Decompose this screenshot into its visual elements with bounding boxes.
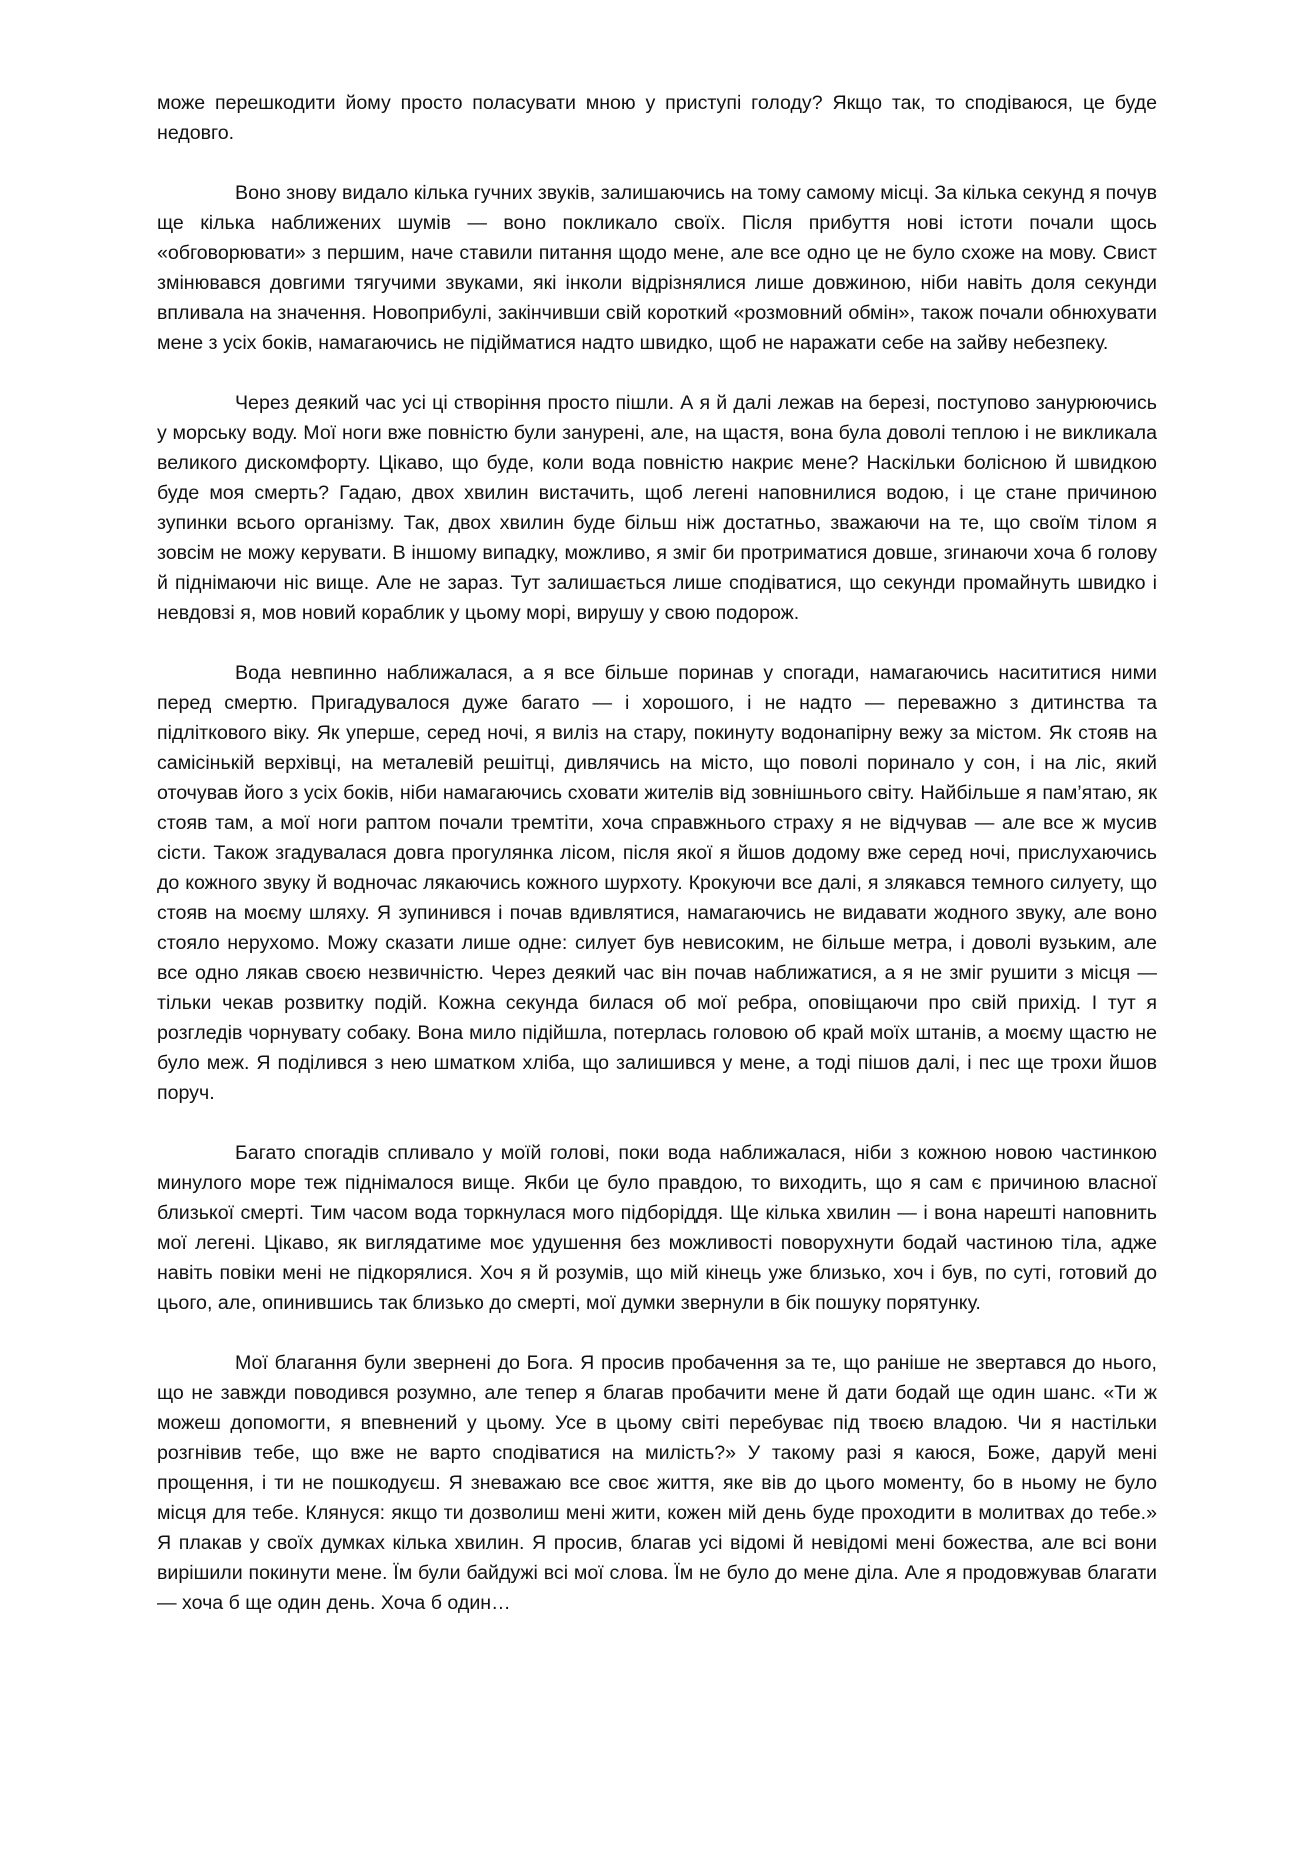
paragraph-4: Вода невпинно наближалася, а я все більше поринав у спогади, намагаючись насититися ними перед смертю. Пригадувалося дуже багато — і хорошого, і не надто — переважно з дитинства та підліткового віку. Як уперше, серед ночі, я виліз на стару, покинуту водонапірну вежу за містом. Як стояв на самісінькій верхівці, на металевій решітці, дивлячись на місто, що поволі поринало у сон, і на ліс, який оточував його з усіх боків, ніби намагаючись сховати жителів від зовнішнього світу. Найбільше я пам’ятаю, як стояв там, а мої ноги раптом почали тремтіти, хоча справжнього страху я не відчував — але все ж мусив сісти. Також згадувалася довга прогулянка лісом, після якої я йшов додому вже серед ночі, прислухаючись до кожного звуку й водночас лякаючись кожного шурхоту. Крокуючи все далі, я злякався темного силуету, що стояв на моєму шляху. Я зупинився і почав вдивлятися, намагаючись не видавати жодного звуку, але воно стояло нерухомо. Можу сказати лише одне: силует був невисоким, не більше метра, і доволі вузьким, але все одно лякав своєю незвичністю. Через деякий час він почав наближатися, а я не зміг рушити з місця — тільки чекав розвитку подій. Кожна секунда билася об мої ребра, оповіщаючи про свій прихід. І тут я розгледів чорнувату собаку. Вона мило підійшла, потерлась головою об край моїх штанів, а моєму щастю не було меж. Я поділився з нею шматком хліба, що залишився у мене, а тоді пішов далі, і пес ще трохи йшов поруч. [157,662,1157,1104]
paragraph-1: може перешкодити йому просто поласувати мною у приступі голоду? Якщо так, то сподіваюся, це буде недовго. [157,92,1157,144]
document-page [157,88,1157,1618]
paragraph-5: Багато спогадів спливало у моїй голові, поки вода наближалася, ніби з кожною новою частинкою минулого море теж піднімалося вище. Якби це було правдою, то виходить, що я сам є причиною власної близької смерті. Тим часом вода торкнулася мого підборіддя. Ще кілька хвилин — і вона нарешті наповнить мої легені. Цікаво, як виглядатиме моє удушення без можливості поворухнути бодай частиною тіла, адже навіть повіки мені не підкорялися. Хоч я й розумів, що мій кінець уже близько, хоч і був, по суті, готовий до цього, але, опинившись так близько до смерті, мої думки звернули в бік пошуку порятунку. [157,1142,1157,1314]
paragraph-6: Мої благання були звернені до Бога. Я просив пробачення за те, що раніше не звертався до нього, що не завжди поводився розумно, але тепер я благав пробачити мене й дати бодай ще один шанс. «Ти ж можеш допомогти, я впевнений у цьому. Усе в цьому світі перебуває під твоєю владою. Чи я настільки розгнівив тебе, що вже не варто сподіватися на милість?» У такому разі я каюся, Боже, даруй мені прощення, і ти не пошкодуєш. Я зневажаю все своє життя, яке вів до цього моменту, бо в ньому не було місця для тебе. Клянуся: якщо ти дозволиш мені жити, кожен мій день буде проходити в молитвах до тебе.» Я плакав у своїх думках кілька хвилин. Я просив, благав усі відомі й невідомі мені божества, але всі вони вирішили покинути мене. Їм були байдужі всі мої слова. Їм не було до мене діла. Але я продовжував благати — хоча б ще один день. Хоча б один… [157,1352,1157,1614]
paragraph-3: Через деякий час усі ці створіння просто пішли. А я й далі лежав на березі, поступово занурюючись у морську воду. Мої ноги вже повністю були занурені, але, на щастя, вона була доволі теплою і не викликала великого дискомфорту. Цікаво, що буде, коли вода повністю накриє мене? Наскільки болісною й швидкою буде моя смерть? Гадаю, двох хвилин вистачить, щоб легені наповнилися водою, і це стане причиною зупинки всього організму. Так, двох хвилин буде більш ніж достатньо, зважаючи на те, що своїм тілом я зовсім не можу керувати. В іншому випадку, можливо, я зміг би протриматися довше, згинаючи хоча б голову й піднімаючи ніс вище. Але не зараз. Тут залишається лише сподіватися, що секунди промайнуть швидко і невдовзі я, мов новий кораблик у цьому морі, вирушу у свою подорож. [157,392,1157,624]
paragraph-2: Воно знову видало кілька гучних звуків, залишаючись на тому самому місці. За кілька секунд я почув ще кілька наближених шумів — воно покликало своїх. Після прибуття нові істоти почали щось «обговорювати» з першим, наче ставили питання щодо мене, але все одно це не було схоже на мову. Свист змінювався довгими тягучими звуками, які інколи відрізнялися лише довжиною, ніби навіть доля секунди впливала на значення. Новоприбулі, закінчивши свій короткий «розмовний обмін», також почали обнюхувати мене з усіх боків, намагаючись не підійматися надто швидко, щоб не наражати себе на зайву небезпеку. [157,182,1157,354]
